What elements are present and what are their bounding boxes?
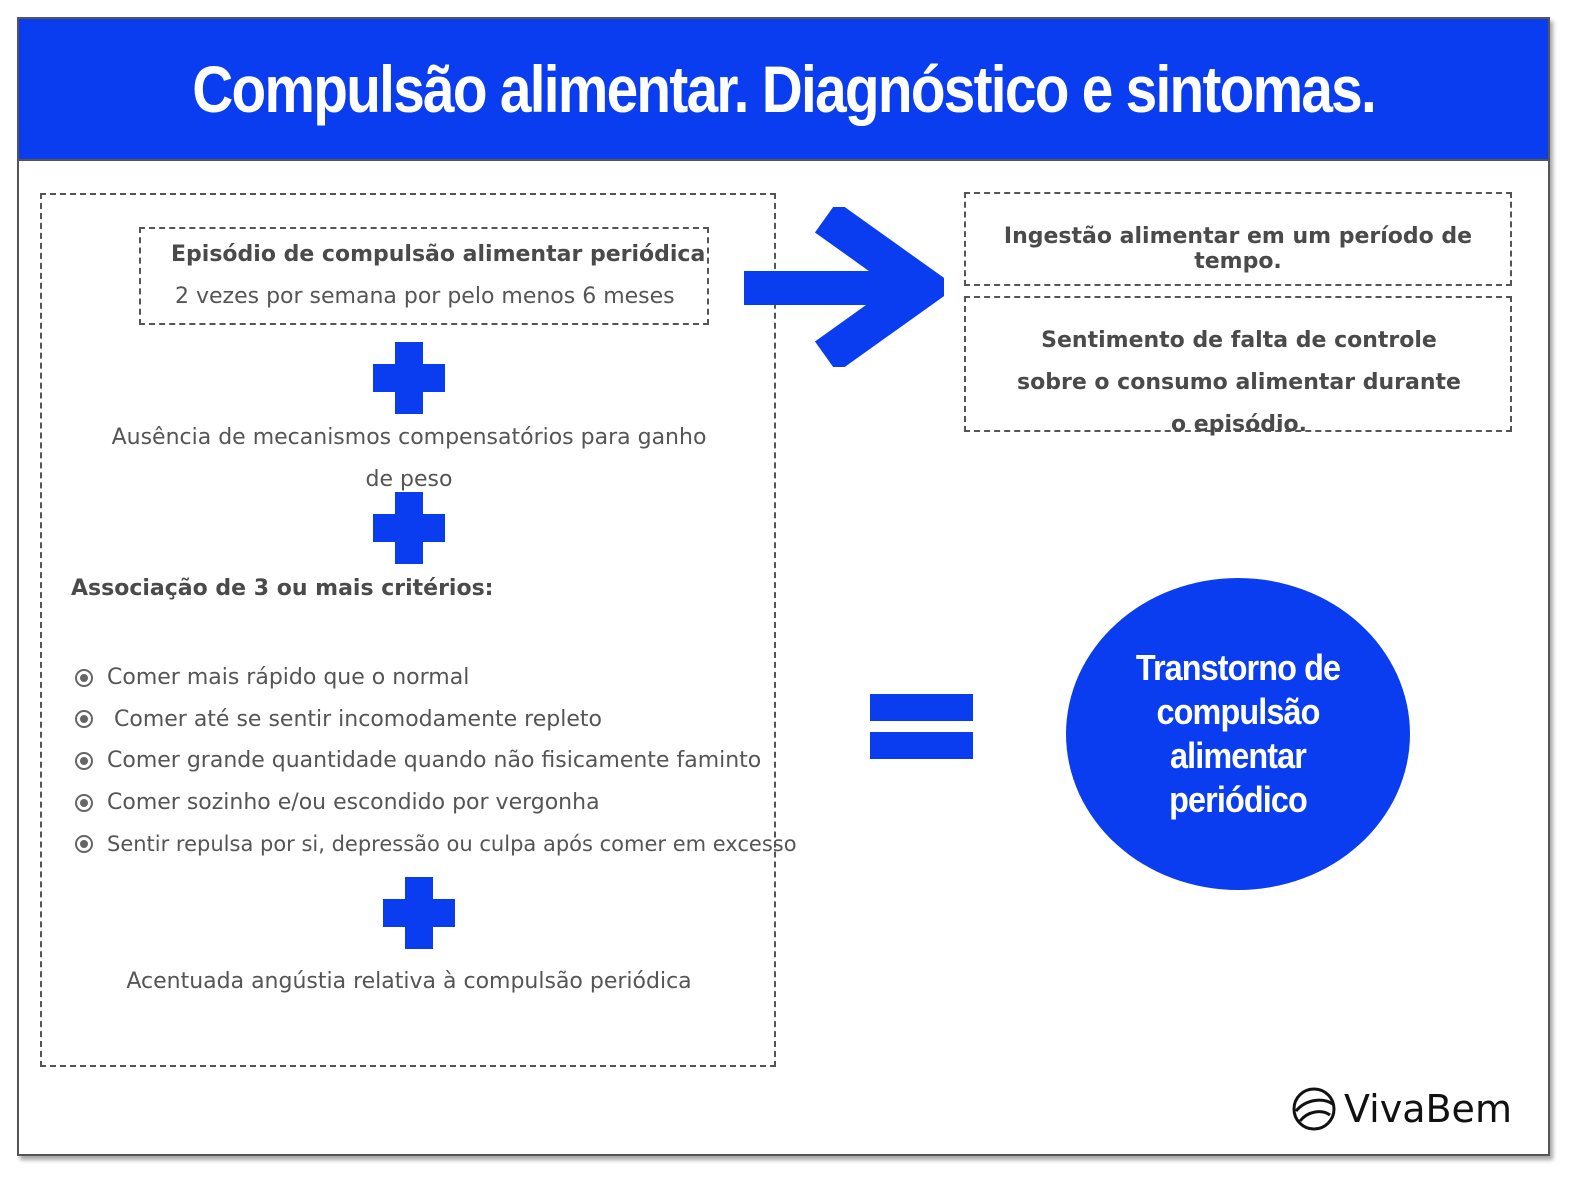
episode-detail: 2 vezes por semana por pelo menos 6 meses — [175, 284, 675, 309]
list-item: Comer grande quantidade quando não fisicamente faminto — [75, 740, 797, 782]
episode-title: Episódio de compulsão alimentar periódica — [171, 242, 706, 267]
radio-bullet-icon — [75, 669, 93, 687]
vivabem-logo — [1290, 1085, 1512, 1133]
plus-icon — [373, 492, 445, 564]
plus-icon — [373, 342, 445, 414]
list-item: Comer até se sentir incomodamente repleto — [75, 699, 797, 741]
distress-text: Acentuada angústia relativa à compulsão periódica — [126, 969, 692, 994]
vivabem-logo-icon — [1290, 1085, 1338, 1133]
equals-icon — [870, 732, 973, 759]
right-arrow-icon — [744, 207, 944, 367]
criteria-list — [75, 657, 797, 865]
list-item: Sentir repulsa por si, depressão ou culpa após comer em excesso — [75, 823, 797, 865]
logo-text: VivaBem — [1344, 1087, 1512, 1131]
result-text: Transtorno de compulsão alimentar periódico — [1135, 647, 1341, 820]
radio-bullet-icon — [75, 835, 93, 853]
radio-bullet-icon — [75, 794, 93, 812]
list-item: Comer sozinho e/ou escondido por vergonha — [75, 782, 797, 824]
plus-icon — [383, 877, 455, 949]
list-item: Comer mais rápido que o normal — [75, 657, 797, 699]
absence-text: Ausência de mecanismos compensatórios para ganho de peso — [111, 425, 707, 492]
ingestion-text: Ingestão alimentar em um período de tempo. — [1003, 224, 1473, 274]
infographic-frame — [17, 17, 1550, 1156]
radio-bullet-icon — [75, 752, 93, 770]
result-circle — [1066, 578, 1410, 890]
criteria-heading: Associação de 3 ou mais critérios: — [71, 576, 494, 601]
header-banner — [19, 19, 1548, 161]
control-text: Sentimento de falta de controle sobre o consumo alimentar durante o episódio. — [1017, 328, 1461, 437]
page-title: Compulsão alimentar. Diagnóstico e sintomas. — [192, 52, 1375, 126]
equals-icon — [870, 694, 973, 721]
radio-bullet-icon — [75, 710, 93, 728]
